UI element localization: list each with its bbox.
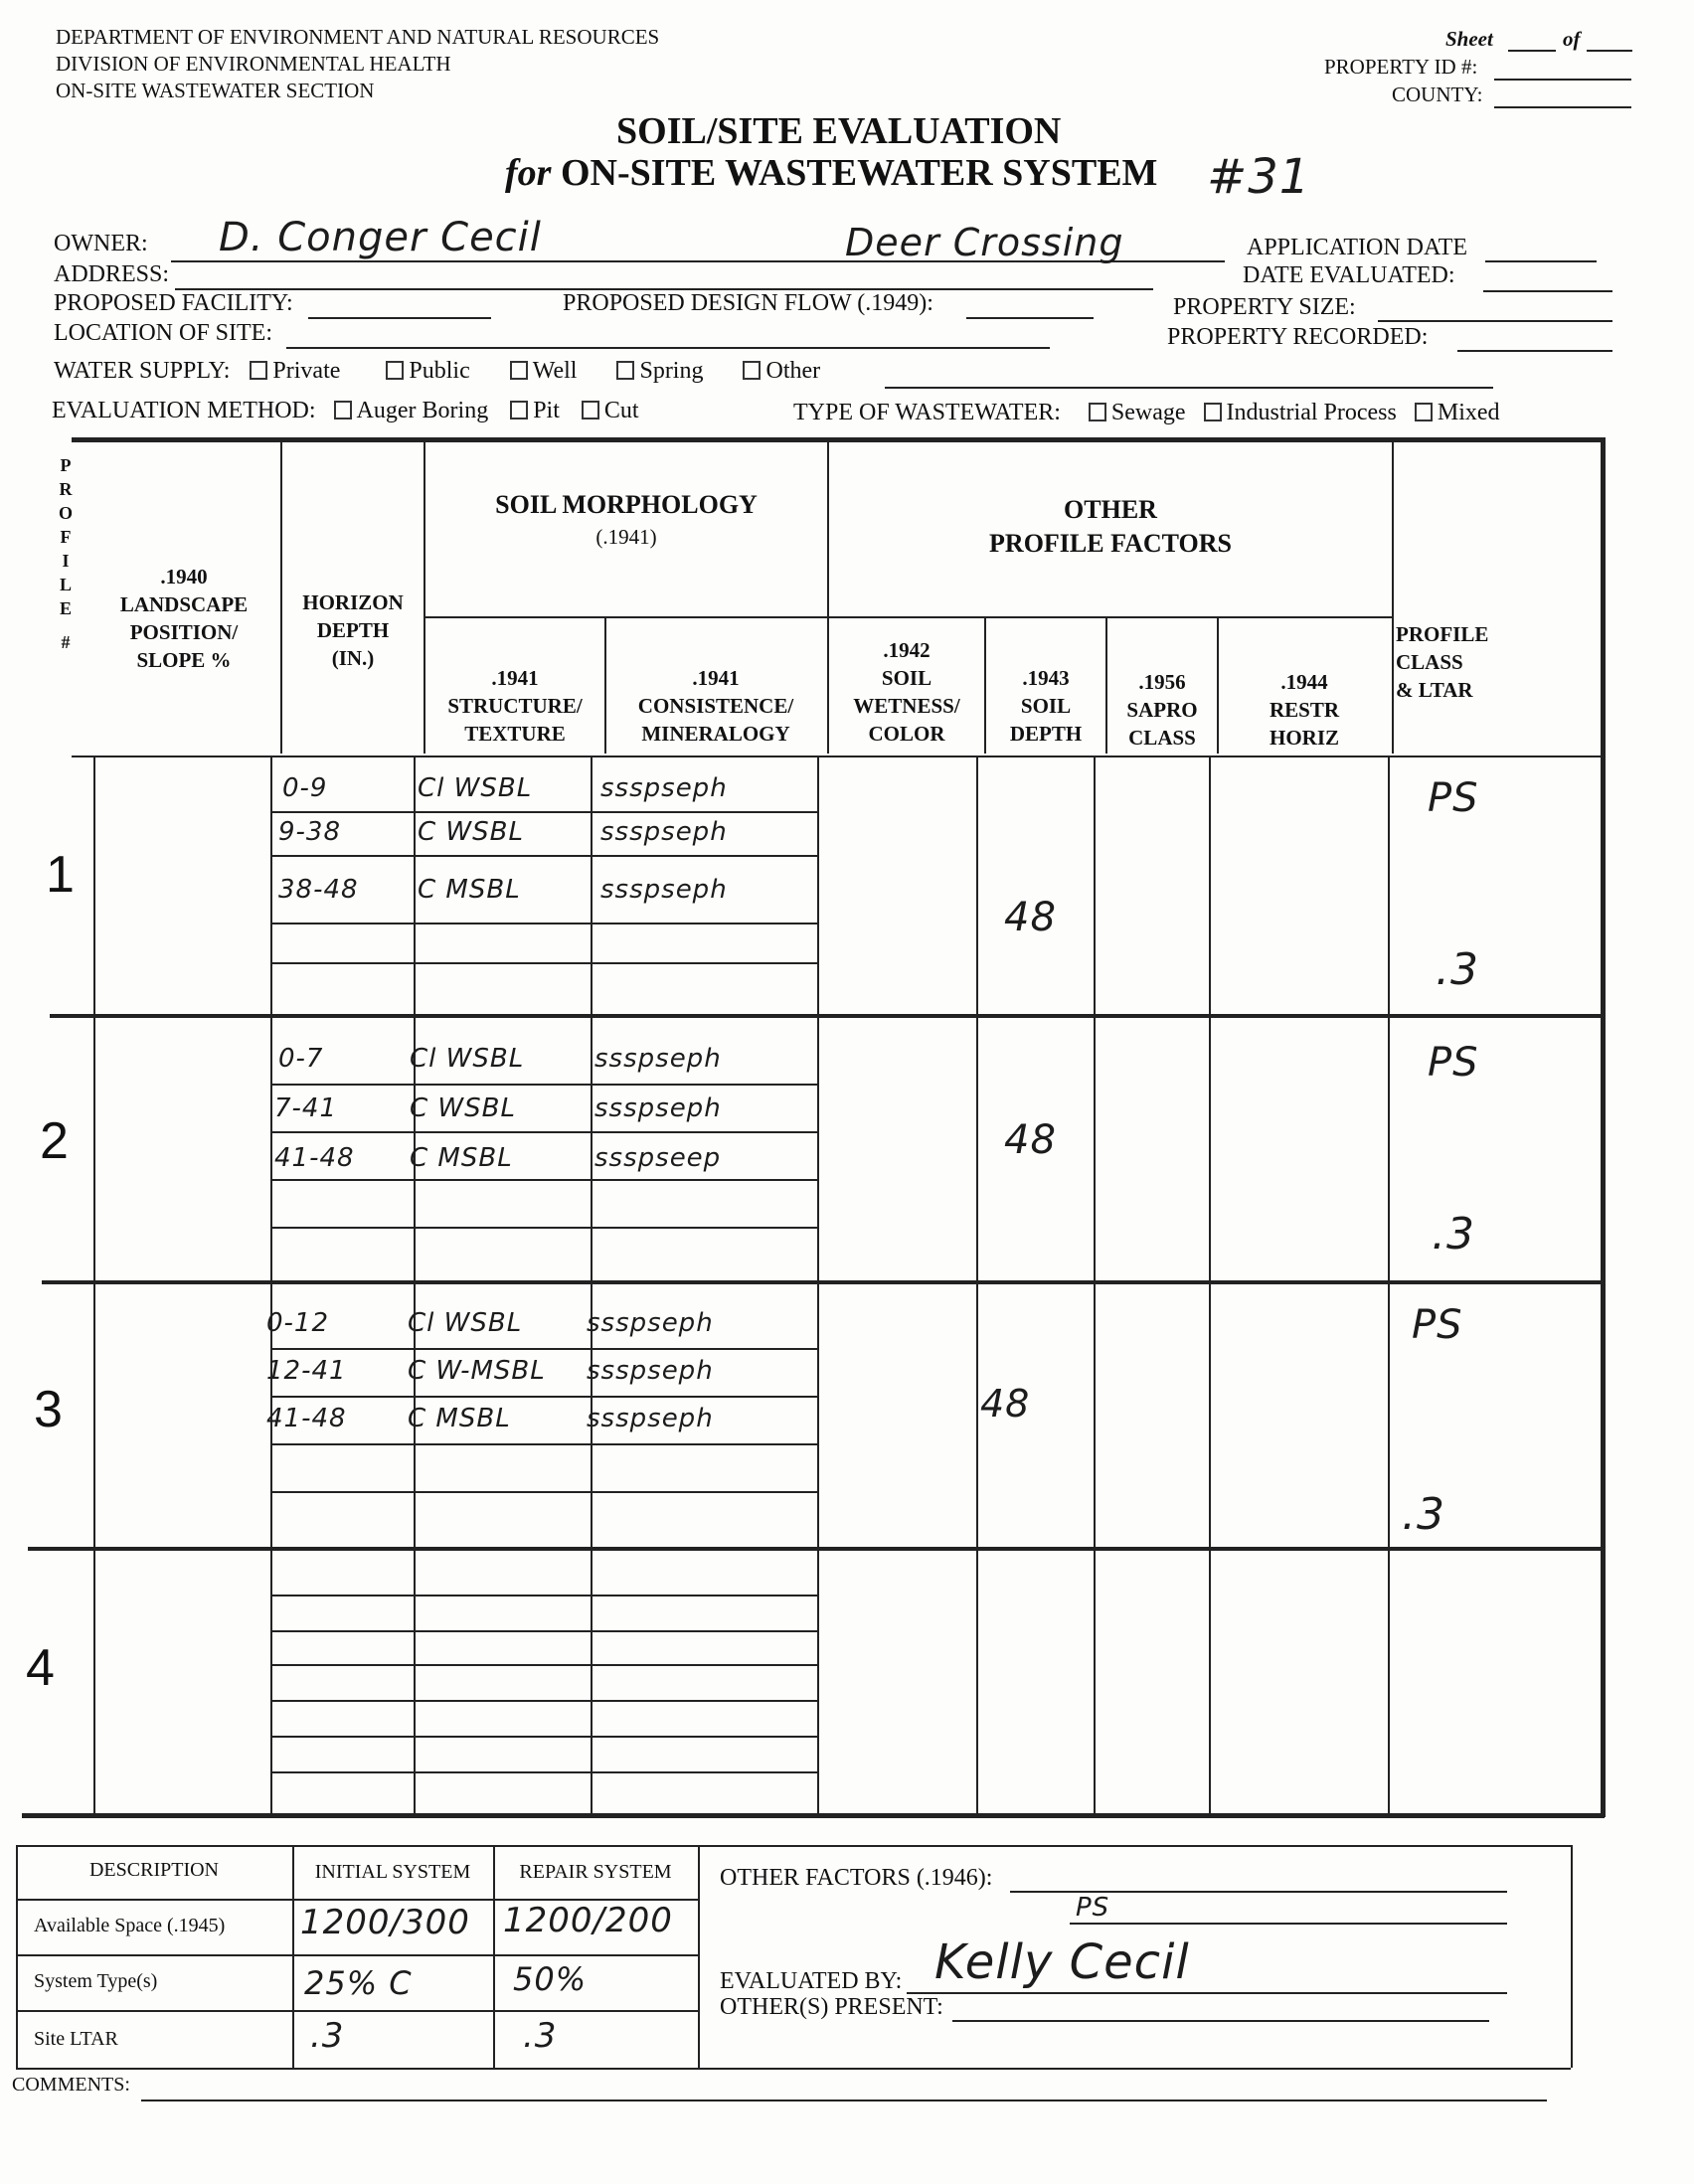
- structure-texture-header: .1941 STRUCTURE/ TEXTURE: [447, 666, 583, 746]
- proposed-facility-field[interactable]: [308, 317, 491, 319]
- soil-depth-header: .1943 SOIL DEPTH: [1009, 666, 1083, 746]
- sapro-class-header: .1956 SAPRO CLASS: [1126, 670, 1198, 750]
- available-space-initial[interactable]: 1200/300: [300, 1903, 470, 1942]
- consistence-cell[interactable]: ssspseph: [600, 817, 728, 847]
- mixed-label: Mixed: [1437, 400, 1500, 425]
- others-present-label: OTHER(S) PRESENT:: [720, 1994, 943, 2020]
- profile-class-ltar-header: PROFILE CLASS & LTAR: [1396, 622, 1489, 702]
- comments-label: COMMENTS:: [12, 2074, 130, 2096]
- sheet-total-field[interactable]: [1587, 50, 1632, 52]
- consistence-mineralogy-header: .1941 CONSISTENCE/ MINERALOGY: [637, 666, 794, 746]
- water-supply-well-checkbox[interactable]: [510, 361, 528, 380]
- horizon-depth-header: HORIZON DEPTH (IN.): [302, 590, 404, 670]
- pit-label: Pit: [533, 398, 560, 423]
- profile-number: 1: [46, 846, 75, 904]
- comments-field[interactable]: [141, 2100, 1547, 2101]
- water-supply-private-label: Private: [272, 358, 341, 384]
- evaluated-by-label: EVALUATED BY:: [720, 1968, 903, 1994]
- site-ltar-label: Site LTAR: [34, 2028, 118, 2050]
- water-supply-public-checkbox[interactable]: [386, 361, 404, 380]
- evaluation-method-row: [52, 398, 639, 424]
- of-label: of: [1563, 27, 1581, 51]
- pit-checkbox[interactable]: [510, 401, 528, 420]
- horizon-depth-cell[interactable]: 9-38: [278, 817, 342, 847]
- horizon-depth-cell[interactable]: 7-41: [274, 1093, 338, 1123]
- division-name: DIVISION OF ENVIRONMENTAL HEALTH: [56, 52, 451, 76]
- structure-cell[interactable]: Cl WSBL: [408, 1308, 523, 1338]
- property-size-field[interactable]: [1378, 320, 1612, 322]
- description-column-header: DESCRIPTION: [88, 1859, 219, 1881]
- structure-cell[interactable]: Cl WSBL: [410, 1044, 525, 1074]
- water-supply-well-label: Well: [532, 358, 578, 384]
- profile-number: 2: [40, 1112, 69, 1170]
- ltar-value[interactable]: .3: [1436, 944, 1479, 995]
- wastewater-type-row: [793, 400, 1500, 426]
- soil-depth-value[interactable]: 48: [1004, 895, 1057, 940]
- evaluated-by-field[interactable]: [907, 1992, 1507, 1994]
- system-type-initial[interactable]: 25% C: [304, 1964, 413, 2002]
- landscape-header: .1940 LANDSCAPE POSITION/ SLOPE %: [119, 565, 249, 672]
- water-supply-other-field[interactable]: [885, 387, 1493, 389]
- department-name: DEPARTMENT OF ENVIRONMENT AND NATURAL RESOURCES: [56, 25, 660, 49]
- horizon-depth-cell[interactable]: 0-9: [282, 773, 328, 803]
- location-label: LOCATION OF SITE:: [54, 320, 272, 346]
- horizon-depth-cell[interactable]: 41-48: [266, 1404, 347, 1433]
- address-label: ADDRESS:: [54, 261, 170, 287]
- structure-cell[interactable]: C MSBL: [410, 1143, 513, 1173]
- available-space-label: Available Space (.1945): [34, 1915, 226, 1936]
- structure-cell[interactable]: C WSBL: [418, 817, 524, 847]
- sewage-label: Sewage: [1110, 400, 1186, 425]
- initial-system-column-header: INITIAL SYSTEM: [314, 1861, 471, 1883]
- structure-cell[interactable]: C MSBL: [418, 875, 521, 905]
- repair-system-column-header: REPAIR SYSTEM: [519, 1861, 672, 1883]
- consistence-cell[interactable]: ssspseph: [600, 875, 728, 905]
- water-supply-spring-label: Spring: [639, 358, 704, 384]
- profile-number: 4: [26, 1639, 55, 1697]
- owner-label: OWNER:: [54, 231, 148, 256]
- water-supply-row: [54, 358, 820, 385]
- proposed-facility-label: PROPOSED FACILITY:: [54, 290, 293, 316]
- profile-number-header: P R O F I L E #: [58, 455, 73, 652]
- property-id-field[interactable]: [1494, 79, 1631, 81]
- consistence-cell[interactable]: ssspseph: [600, 773, 728, 803]
- structure-cell[interactable]: C MSBL: [408, 1404, 511, 1433]
- water-supply-spring-checkbox[interactable]: [616, 361, 634, 380]
- water-supply-other-checkbox[interactable]: [743, 361, 761, 380]
- profile-class-value[interactable]: PS: [1412, 1302, 1463, 1348]
- cut-label: Cut: [603, 398, 639, 423]
- mixed-checkbox[interactable]: [1415, 403, 1433, 421]
- consistence-cell[interactable]: ssspseph: [594, 1093, 722, 1123]
- property-size-label: PROPERTY SIZE:: [1173, 294, 1356, 320]
- cut-checkbox[interactable]: [582, 401, 599, 420]
- soil-depth-value[interactable]: 48: [1004, 1117, 1057, 1163]
- location-field[interactable]: [286, 347, 1050, 349]
- handwritten-site-number: #31: [1207, 149, 1311, 205]
- property-id-label: PROPERTY ID #:: [1324, 55, 1478, 79]
- system-type-label: System Type(s): [34, 1970, 158, 1992]
- water-supply-other-label: Other: [765, 358, 821, 384]
- system-type-repair[interactable]: 50%: [513, 1960, 588, 1998]
- structure-cell[interactable]: C W-MSBL: [408, 1356, 546, 1386]
- water-supply-public-label: Public: [409, 358, 470, 384]
- other-profile-factors-header: OTHER PROFILE FACTORS: [989, 495, 1232, 558]
- sheet-label: Sheet: [1445, 27, 1493, 51]
- horizon-depth-cell[interactable]: 0-12: [266, 1308, 330, 1338]
- consistence-cell[interactable]: ssspseph: [594, 1044, 722, 1074]
- horizon-depth-cell[interactable]: 41-48: [274, 1143, 355, 1173]
- wastewater-type-label: TYPE OF WASTEWATER:: [793, 400, 1061, 425]
- date-evaluated-field[interactable]: [1483, 290, 1612, 292]
- others-present-field[interactable]: [952, 2020, 1489, 2022]
- other-factors-label: OTHER FACTORS (.1946):: [720, 1865, 993, 1891]
- property-recorded-label: PROPERTY RECORDED:: [1167, 324, 1429, 350]
- consistence-cell[interactable]: ssspseph: [587, 1356, 714, 1386]
- design-flow-field[interactable]: [966, 317, 1094, 319]
- profile-class-value[interactable]: PS: [1428, 775, 1479, 821]
- design-flow-label: PROPOSED DESIGN FLOW (.1949):: [563, 290, 933, 316]
- title-for: for: [505, 152, 552, 194]
- industrial-process-checkbox[interactable]: [1204, 403, 1222, 421]
- water-supply-label: WATER SUPPLY:: [54, 358, 231, 384]
- form-title: SOIL/SITE EVALUATION: [616, 110, 1062, 152]
- soil-morphology-header: SOIL MORPHOLOGY (.1941): [495, 490, 758, 549]
- auger-boring-label: Auger Boring: [356, 398, 489, 423]
- section-name: ON-SITE WASTEWATER SECTION: [56, 79, 375, 102]
- property-recorded-field[interactable]: [1457, 350, 1612, 352]
- available-space-repair[interactable]: 1200/200: [503, 1901, 673, 1940]
- restr-horiz-header: .1944 RESTR HORIZ: [1269, 670, 1340, 750]
- water-supply-private-checkbox[interactable]: [250, 361, 267, 380]
- profile-number: 3: [34, 1381, 63, 1438]
- structure-cell[interactable]: Cl WSBL: [418, 773, 533, 803]
- profile-class-value[interactable]: PS: [1428, 1040, 1479, 1086]
- county-label: COUNTY:: [1392, 83, 1483, 106]
- consistence-cell[interactable]: ssspseep: [594, 1143, 722, 1173]
- form-subtitle: ON-SITE WASTEWATER SYSTEM: [560, 152, 1158, 194]
- application-date-label: APPLICATION DATE: [1247, 235, 1467, 260]
- site-classification-field[interactable]: [1070, 1923, 1507, 1925]
- site-ltar-repair[interactable]: .3: [523, 2016, 558, 2056]
- owner-value: D. Conger Cecil: [219, 215, 542, 260]
- soil-depth-value[interactable]: 48: [980, 1382, 1031, 1426]
- horizon-depth-cell[interactable]: 12-41: [266, 1356, 347, 1386]
- owner-value-subdivision: Deer Crossing: [845, 221, 1124, 264]
- auger-boring-checkbox[interactable]: [334, 401, 352, 420]
- horizon-depth-cell[interactable]: 38-48: [278, 875, 359, 905]
- horizon-depth-cell[interactable]: 0-7: [278, 1044, 324, 1074]
- ltar-value[interactable]: .3: [1432, 1209, 1475, 1260]
- county-field[interactable]: [1494, 106, 1631, 108]
- industrial-process-label: Industrial Process: [1226, 400, 1397, 425]
- structure-cell[interactable]: C WSBL: [410, 1093, 516, 1123]
- sewage-checkbox[interactable]: [1089, 403, 1106, 421]
- sheet-field[interactable]: [1508, 50, 1556, 52]
- site-classification-value: PS: [1076, 1893, 1110, 1923]
- evaluator-signature: Kelly Cecil: [934, 1934, 1190, 1990]
- consistence-cell[interactable]: ssspseph: [587, 1404, 714, 1433]
- site-ltar-initial[interactable]: .3: [310, 2016, 345, 2056]
- application-date-field[interactable]: [1485, 260, 1597, 262]
- consistence-cell[interactable]: ssspseph: [587, 1308, 714, 1338]
- soil-wetness-header: .1942 SOIL WETNESS/ COLOR: [853, 638, 960, 746]
- date-evaluated-label: DATE EVALUATED:: [1243, 262, 1455, 288]
- ltar-value[interactable]: .3: [1402, 1489, 1445, 1540]
- evaluation-method-label: EVALUATION METHOD:: [52, 398, 316, 423]
